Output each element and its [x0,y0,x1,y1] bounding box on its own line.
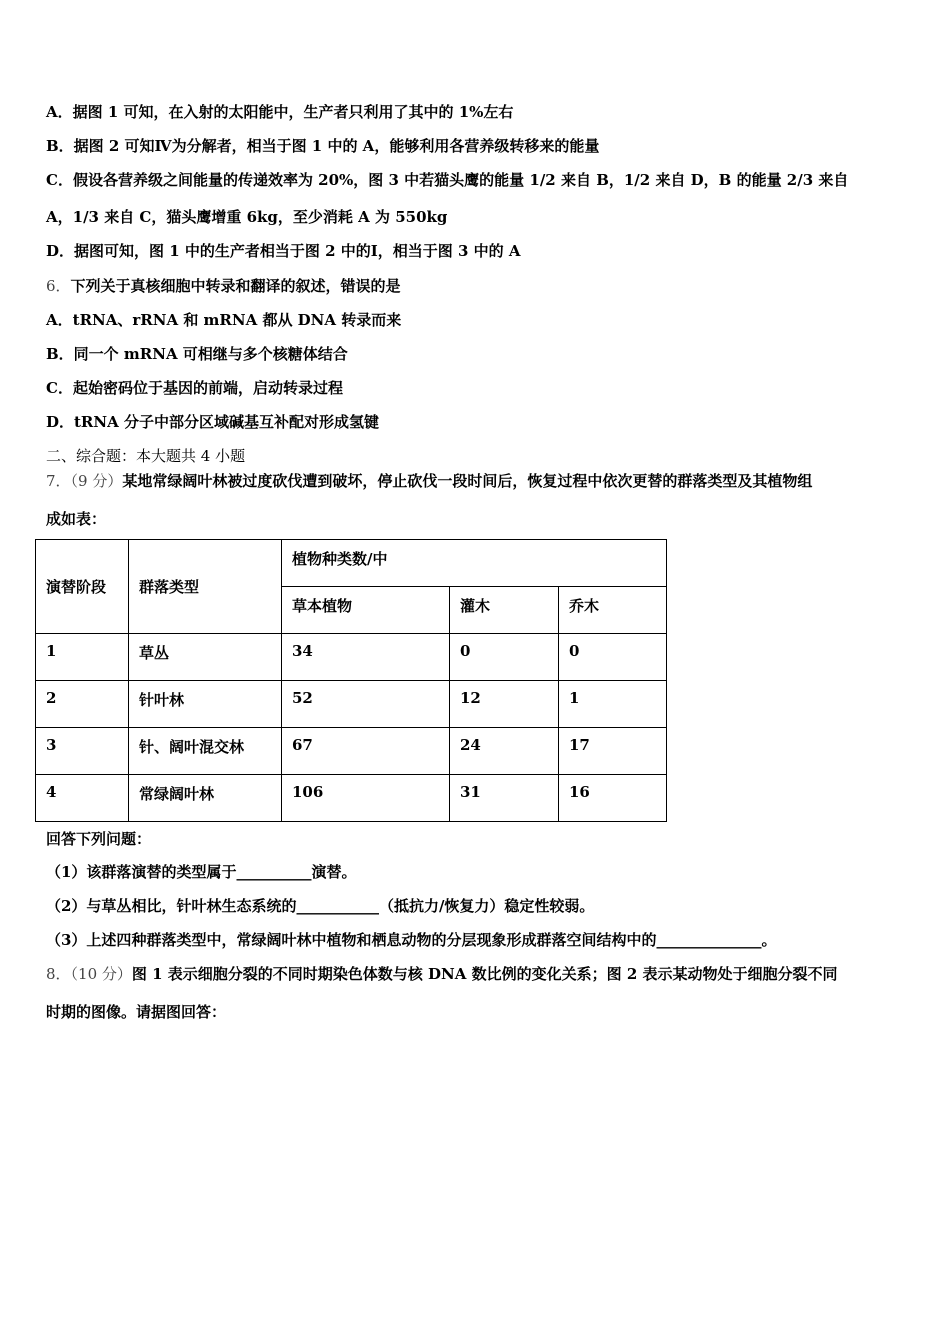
cell-type: 草丛 [129,634,282,681]
option-c: C．假设各营养级之间能量的传递效率为 20%，图 3 中若猫头鹰的能量 1/2 来自 B，1/2 来自 D，B 的能量 2/3 来自 [46,171,849,189]
cell-stage: 2 [36,681,129,728]
cell-type: 针叶林 [129,681,282,728]
option-d: D．据图可知，图 1 中的生产者相当于图 2 中的Ⅰ，相当于图 3 中的 A [46,242,521,260]
header-shrub: 灌木 [450,587,559,634]
cell-herb: 34 [282,634,450,681]
question-number: 8．（10 分） [46,965,132,983]
cell-herb: 67 [282,728,450,775]
header-species-count: 植物种类数/中 [282,540,667,587]
header-tree: 乔木 [559,587,667,634]
table-row [36,634,667,681]
table-row [36,681,667,728]
question-stem: 下列关于真核细胞中转录和翻译的叙述，错误的是 [70,277,401,295]
cell-type: 针、阔叶混交林 [129,728,282,775]
cell-tree: 17 [559,728,667,775]
section-heading: 二、综合题：本大题共 4 小题 [46,447,246,465]
cell-stage: 4 [36,775,129,822]
question-8-continued: 时期的图像。请据图回答： [46,1003,227,1021]
q6-option-c: C．起始密码位于基因的前端，启动转录过程 [46,379,343,397]
q6-option-a: A．tRNA、rRNA 和 mRNA 都从 DNA 转录而来 [46,311,402,329]
cell-stage: 1 [36,634,129,681]
cell-shrub: 0 [450,634,559,681]
cell-herb: 106 [282,775,450,822]
question-6 [46,276,401,296]
cell-stage: 3 [36,728,129,775]
question-stem: 图 1 表示细胞分裂的不同时期染色体数与核 DNA 数比例的变化关系；图 2 表示某动物处于细胞分裂不同 [131,965,838,983]
question-stem: 某地常绿阔叶林被过度砍伐遭到破坏，停止砍伐一段时间后，恢复过程中依次更替的群落类型及其植物组 [122,472,813,490]
cell-shrub: 24 [450,728,559,775]
cell-tree: 16 [559,775,667,822]
cell-shrub: 12 [450,681,559,728]
table-row [36,775,667,822]
succession-table [35,539,667,822]
sub-question-3: （3）上述四种群落类型中，常绿阔叶林中植物和栖息动物的分层现象形成群落空间结构中的______________。 [46,931,777,949]
header-stage: 演替阶段 [36,540,129,634]
q6-option-b: B．同一个 mRNA 可相继与多个核糖体结合 [46,345,348,363]
sub-question-1: （1）该群落演替的类型属于__________演替。 [46,863,357,881]
header-herb: 草本植物 [282,587,450,634]
header-community-type: 群落类型 [129,540,282,634]
table-row [36,728,667,775]
answer-prompt: 回答下列问题： [46,830,152,848]
question-7-continued: 成如表： [46,510,107,528]
cell-shrub: 31 [450,775,559,822]
option-c-continued: A，1/3 来自 C，猫头鹰增重 6kg，至少消耗 A 为 550kg [46,208,448,226]
cell-tree: 1 [559,681,667,728]
cell-tree: 0 [559,634,667,681]
question-7 [46,471,812,491]
question-8 [46,964,837,984]
option-a: A．据图 1 可知，在入射的太阳能中，生产者只利用了其中的 1%左右 [46,103,514,121]
sub-question-2: （2）与草丛相比，针叶林生态系统的___________（抵抗力/恢复力）稳定性较弱。 [46,897,595,915]
question-number: 6． [46,277,71,295]
cell-herb: 52 [282,681,450,728]
option-b: B．据图 2 可知Ⅳ为分解者，相当于图 1 中的 A，能够利用各营养级转移来的能量 [46,137,600,155]
question-number: 7．（9 分） [46,472,123,490]
cell-type: 常绿阔叶林 [129,775,282,822]
q6-option-d: D．tRNA 分子中部分区域碱基互补配对形成氢键 [46,413,379,431]
